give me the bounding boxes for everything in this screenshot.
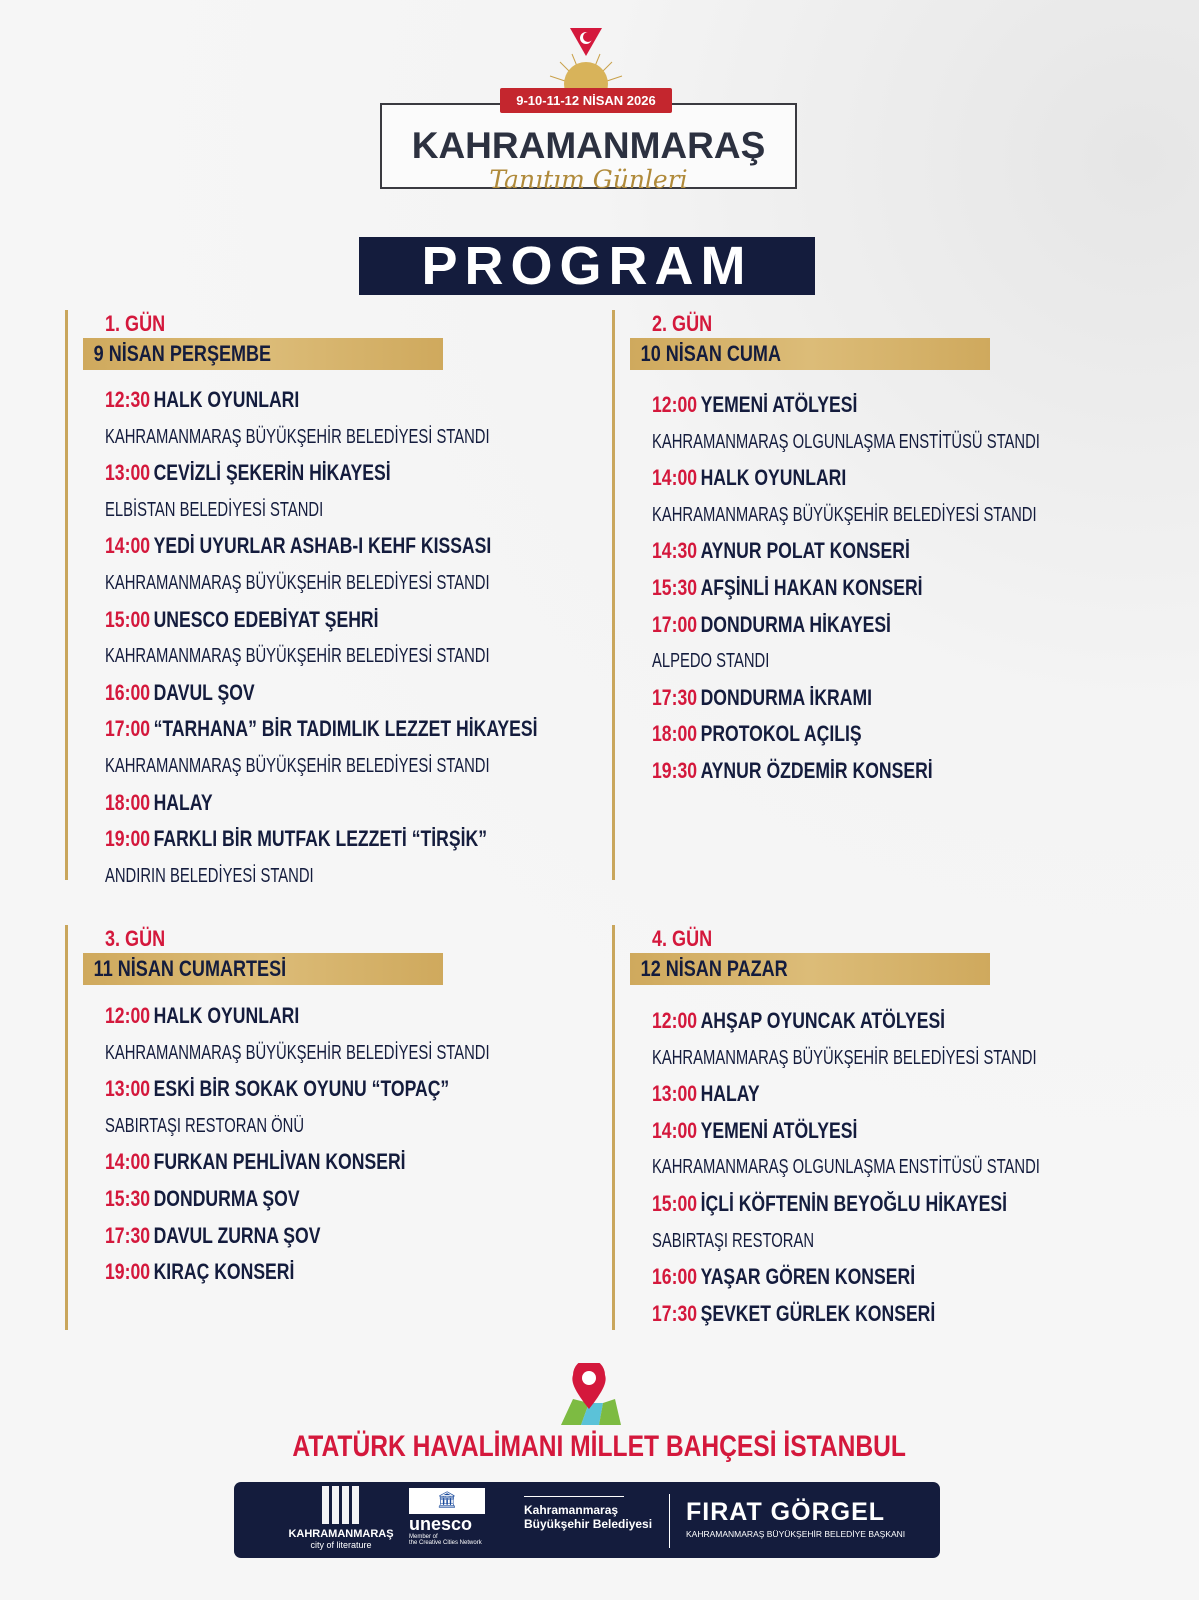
event-item (652, 460, 895, 496)
event-item (652, 1259, 981, 1295)
event-item (105, 821, 583, 857)
event-title: FARKLI BİR MUTFAK LEZZETİ “TİRŞİK” (153, 826, 487, 852)
event-location (652, 1223, 871, 1259)
column-divider (65, 925, 68, 1330)
event-location (105, 492, 400, 528)
event-item (652, 570, 990, 606)
event-location-text: KAHRAMANMARAŞ BÜYÜKŞEHİR BELEDİYESİ STANDI (652, 503, 1037, 526)
logo1-name: KAHRAMANMARAŞ (288, 1528, 394, 1540)
event-time: 15:30 (105, 1186, 151, 1211)
event-time: 15:30 (652, 575, 698, 600)
event-title: UNESCO EDEBİYAT ŞEHRİ (153, 606, 379, 632)
event-time: 12:30 (105, 387, 151, 412)
event-item (105, 1218, 374, 1254)
day-date: 10 NİSAN CUMA (640, 341, 781, 366)
event-time: 19:00 (105, 1259, 151, 1285)
event-title: KIRAÇ KONSERİ (153, 1259, 295, 1285)
event-time: 19:00 (105, 826, 151, 852)
day-label: 1. GÜN (105, 311, 166, 336)
event-time: 18:00 (652, 721, 698, 747)
logo1-sub: city of literature (310, 1540, 372, 1550)
event-location-text: KAHRAMANMARAŞ OLGUNLAŞMA ENSTİTÜSÜ STANDI (652, 430, 1040, 453)
event-time: 14:00 (652, 1117, 698, 1143)
city-of-literature-logo (286, 1486, 396, 1550)
event-city-title: KAHRAMANMARAŞ (411, 125, 766, 166)
event-location-text: ELBİSTAN BELEDİYESİ STANDI (105, 498, 324, 521)
event-location-text: KAHRAMANMARAŞ OLGUNLAŞMA ENSTİTÜSÜ STANDI (652, 1156, 1040, 1179)
event-title: İÇLİ KÖFTENİN BEYOĞLU HİKAYESİ (700, 1191, 1007, 1216)
program-title: PROGRAM (359, 237, 815, 295)
event-item (105, 382, 348, 418)
mayor-block (686, 1498, 905, 1539)
event-title: PROTOKOL AÇILIŞ (700, 721, 862, 747)
event-title: DAVUL ŞOV (153, 679, 255, 705)
event-title: FURKAN PEHLİVAN KONSERİ (153, 1149, 406, 1175)
venue-text: ATATÜRK HAVALİMANI MİLLET BAHÇESİ İSTANBUL (292, 1430, 907, 1463)
event-title: AHŞAP OYUNCAK ATÖLYESİ (700, 1008, 946, 1033)
sun-emblem-icon (540, 26, 632, 96)
event-time: 17:00 (105, 716, 151, 742)
event-title: DAVUL ZURNA ŞOV (153, 1222, 321, 1248)
event-time: 17:30 (652, 684, 698, 710)
logo2-name: unesco (409, 1514, 473, 1534)
event-item (652, 1076, 787, 1112)
map-pin-icon (553, 1363, 625, 1432)
event-title: HALK OYUNLARI (153, 1003, 300, 1028)
event-title: ESKİ BİR SOKAK OYUNU “TOPAÇ” (153, 1076, 450, 1102)
event-title: YEMENİ ATÖLYESİ (700, 392, 858, 417)
event-location-text: KAHRAMANMARAŞ BÜYÜKŞEHİR BELEDİYESİ STANDI (105, 645, 490, 668)
event-title: HALAY (700, 1081, 760, 1107)
logo2-sub2: the Creative Cities Network (409, 1540, 482, 1546)
event-item (652, 607, 951, 643)
event-title: YAŞAR GÖREN KONSERİ (700, 1264, 916, 1290)
literature-grid-icon (322, 1486, 360, 1524)
event-time: 15:00 (105, 606, 151, 632)
event-item (652, 753, 1003, 789)
event-location (652, 424, 1176, 460)
event-time: 13:00 (652, 1081, 698, 1107)
event-location (652, 643, 811, 679)
municipality-logo (524, 1496, 654, 1531)
event-subtitle: Tanıtım Günleri (489, 165, 688, 194)
event-item (652, 387, 909, 423)
event-location-text: SABIRTAŞI RESTORAN ÖNÜ (105, 1114, 305, 1137)
sponsor-footer (234, 1482, 940, 1558)
event-location (652, 1040, 1172, 1076)
event-time: 14:00 (652, 465, 698, 491)
day-date-bar (83, 338, 443, 370)
event-item (105, 711, 646, 747)
logo3-line1: Kahramanmaraş (524, 1503, 619, 1517)
event-time: 14:00 (105, 1149, 151, 1175)
day-label: 2. GÜN (652, 311, 713, 336)
event-item (105, 602, 447, 638)
event-time: 16:00 (105, 679, 151, 705)
event-time: 14:30 (652, 538, 698, 564)
event-title: YEDİ UYURLAR ASHAB-I KEHF KISSASI (153, 533, 492, 559)
event-location (105, 419, 625, 455)
event-time: 19:30 (652, 758, 698, 783)
column-divider (65, 310, 68, 880)
event-item (652, 1186, 1096, 1222)
event-item (652, 1003, 1018, 1039)
event-time: 17:30 (652, 1300, 698, 1326)
event-location (105, 858, 387, 894)
event-item (652, 716, 914, 752)
event-title: AFŞİNLİ HAKAN KONSERİ (700, 575, 923, 600)
day-date-bar (630, 338, 990, 370)
unesco-temple-icon: 🏛 (409, 1488, 485, 1514)
event-time: 17:00 (652, 611, 698, 637)
mayor-name: FIRAT GÖRGEL (686, 1498, 886, 1526)
event-dates: 9-10-11-12 NİSAN 2026 (500, 88, 672, 113)
event-time: 13:00 (105, 460, 151, 486)
event-title: CEVİZLİ ŞEKERİN HİKAYESİ (153, 460, 391, 486)
event-title: DONDURMA İKRAMI (700, 684, 873, 710)
header-emblem (540, 26, 632, 96)
unesco-logo (409, 1488, 489, 1546)
event-title: HALK OYUNLARI (700, 465, 847, 491)
event-item (105, 1254, 342, 1290)
event-item (105, 1181, 348, 1217)
event-location-text: KAHRAMANMARAŞ BÜYÜKŞEHİR BELEDİYESİ STANDI (105, 425, 490, 448)
logo3-line2: Büyükşehir Belediyesi (524, 1517, 653, 1531)
logo2-sub1: Member of (409, 1534, 438, 1540)
event-location-text: SABIRTAŞI RESTORAN (652, 1229, 815, 1252)
day-label: 3. GÜN (105, 926, 166, 951)
event-title: AYNUR ÖZDEMİR KONSERİ (700, 758, 933, 783)
event-item (105, 528, 588, 564)
event-location (652, 1149, 1176, 1185)
event-item (652, 533, 974, 569)
event-item (105, 998, 348, 1034)
event-title: “TARHANA” BİR TADIMLIK LEZZET HİKAYESİ (153, 716, 538, 742)
event-location-text: ANDIRIN BELEDİYESİ STANDI (105, 864, 314, 887)
event-location (652, 497, 1172, 533)
event-title: DONDURMA HİKAYESİ (700, 611, 891, 637)
day-date-bar (630, 953, 990, 985)
column-divider (612, 310, 615, 880)
event-time: 14:00 (105, 533, 151, 559)
event-item (105, 455, 462, 491)
footer-divider (669, 1494, 670, 1548)
event-title: ŞEVKET GÜRLEK KONSERİ (700, 1300, 936, 1326)
event-time: 17:30 (105, 1222, 151, 1248)
column-divider (612, 925, 615, 1330)
event-time: 15:00 (652, 1191, 698, 1216)
event-item (105, 785, 240, 821)
logo3-divider (524, 1496, 624, 1497)
event-location-text: KAHRAMANMARAŞ BÜYÜKŞEHİR BELEDİYESİ STANDI (105, 572, 490, 594)
mayor-title: KAHRAMANMARAŞ BÜYÜKŞEHİR BELEDİYE BAŞKANI (686, 1529, 906, 1539)
event-location-text: KAHRAMANMARAŞ BÜYÜKŞEHİR BELEDİYESİ STANDI (105, 1041, 490, 1064)
event-time: 12:00 (105, 1003, 151, 1028)
event-time: 12:00 (652, 1008, 698, 1033)
event-time: 12:00 (652, 392, 698, 417)
event-location (105, 748, 625, 784)
event-location (105, 565, 625, 601)
venue-name (0, 1430, 1199, 1464)
event-title: YEMENİ ATÖLYESİ (700, 1117, 858, 1143)
event-location-text: KAHRAMANMARAŞ BÜYÜKŞEHİR BELEDİYESİ STANDI (105, 755, 490, 777)
day-date-bar (83, 953, 443, 985)
event-item (652, 1113, 909, 1149)
day-date: 9 NİSAN PERŞEMBE (93, 341, 272, 366)
event-title: HALK OYUNLARI (153, 387, 300, 412)
event-location (105, 638, 625, 674)
event-time: 18:00 (105, 789, 151, 815)
event-time: 16:00 (652, 1264, 698, 1290)
event-title: DONDURMA ŞOV (153, 1186, 300, 1211)
day-date: 11 NİSAN CUMARTESİ (93, 956, 287, 981)
event-item (105, 1071, 535, 1107)
event-location (105, 1108, 374, 1144)
event-location (105, 1035, 625, 1071)
event-time: 13:00 (105, 1076, 151, 1102)
event-title: HALAY (153, 789, 213, 815)
event-item (105, 1144, 481, 1180)
event-title: AYNUR POLAT KONSERİ (700, 538, 910, 564)
event-item (652, 1296, 1006, 1332)
event-item (652, 680, 927, 716)
day-label: 4. GÜN (652, 926, 713, 951)
event-location-text: ALPEDO STANDI (652, 650, 770, 673)
event-item (105, 675, 292, 711)
day-date: 12 NİSAN PAZAR (640, 956, 788, 981)
event-location-text: KAHRAMANMARAŞ BÜYÜKŞEHİR BELEDİYESİ STANDI (652, 1046, 1037, 1069)
